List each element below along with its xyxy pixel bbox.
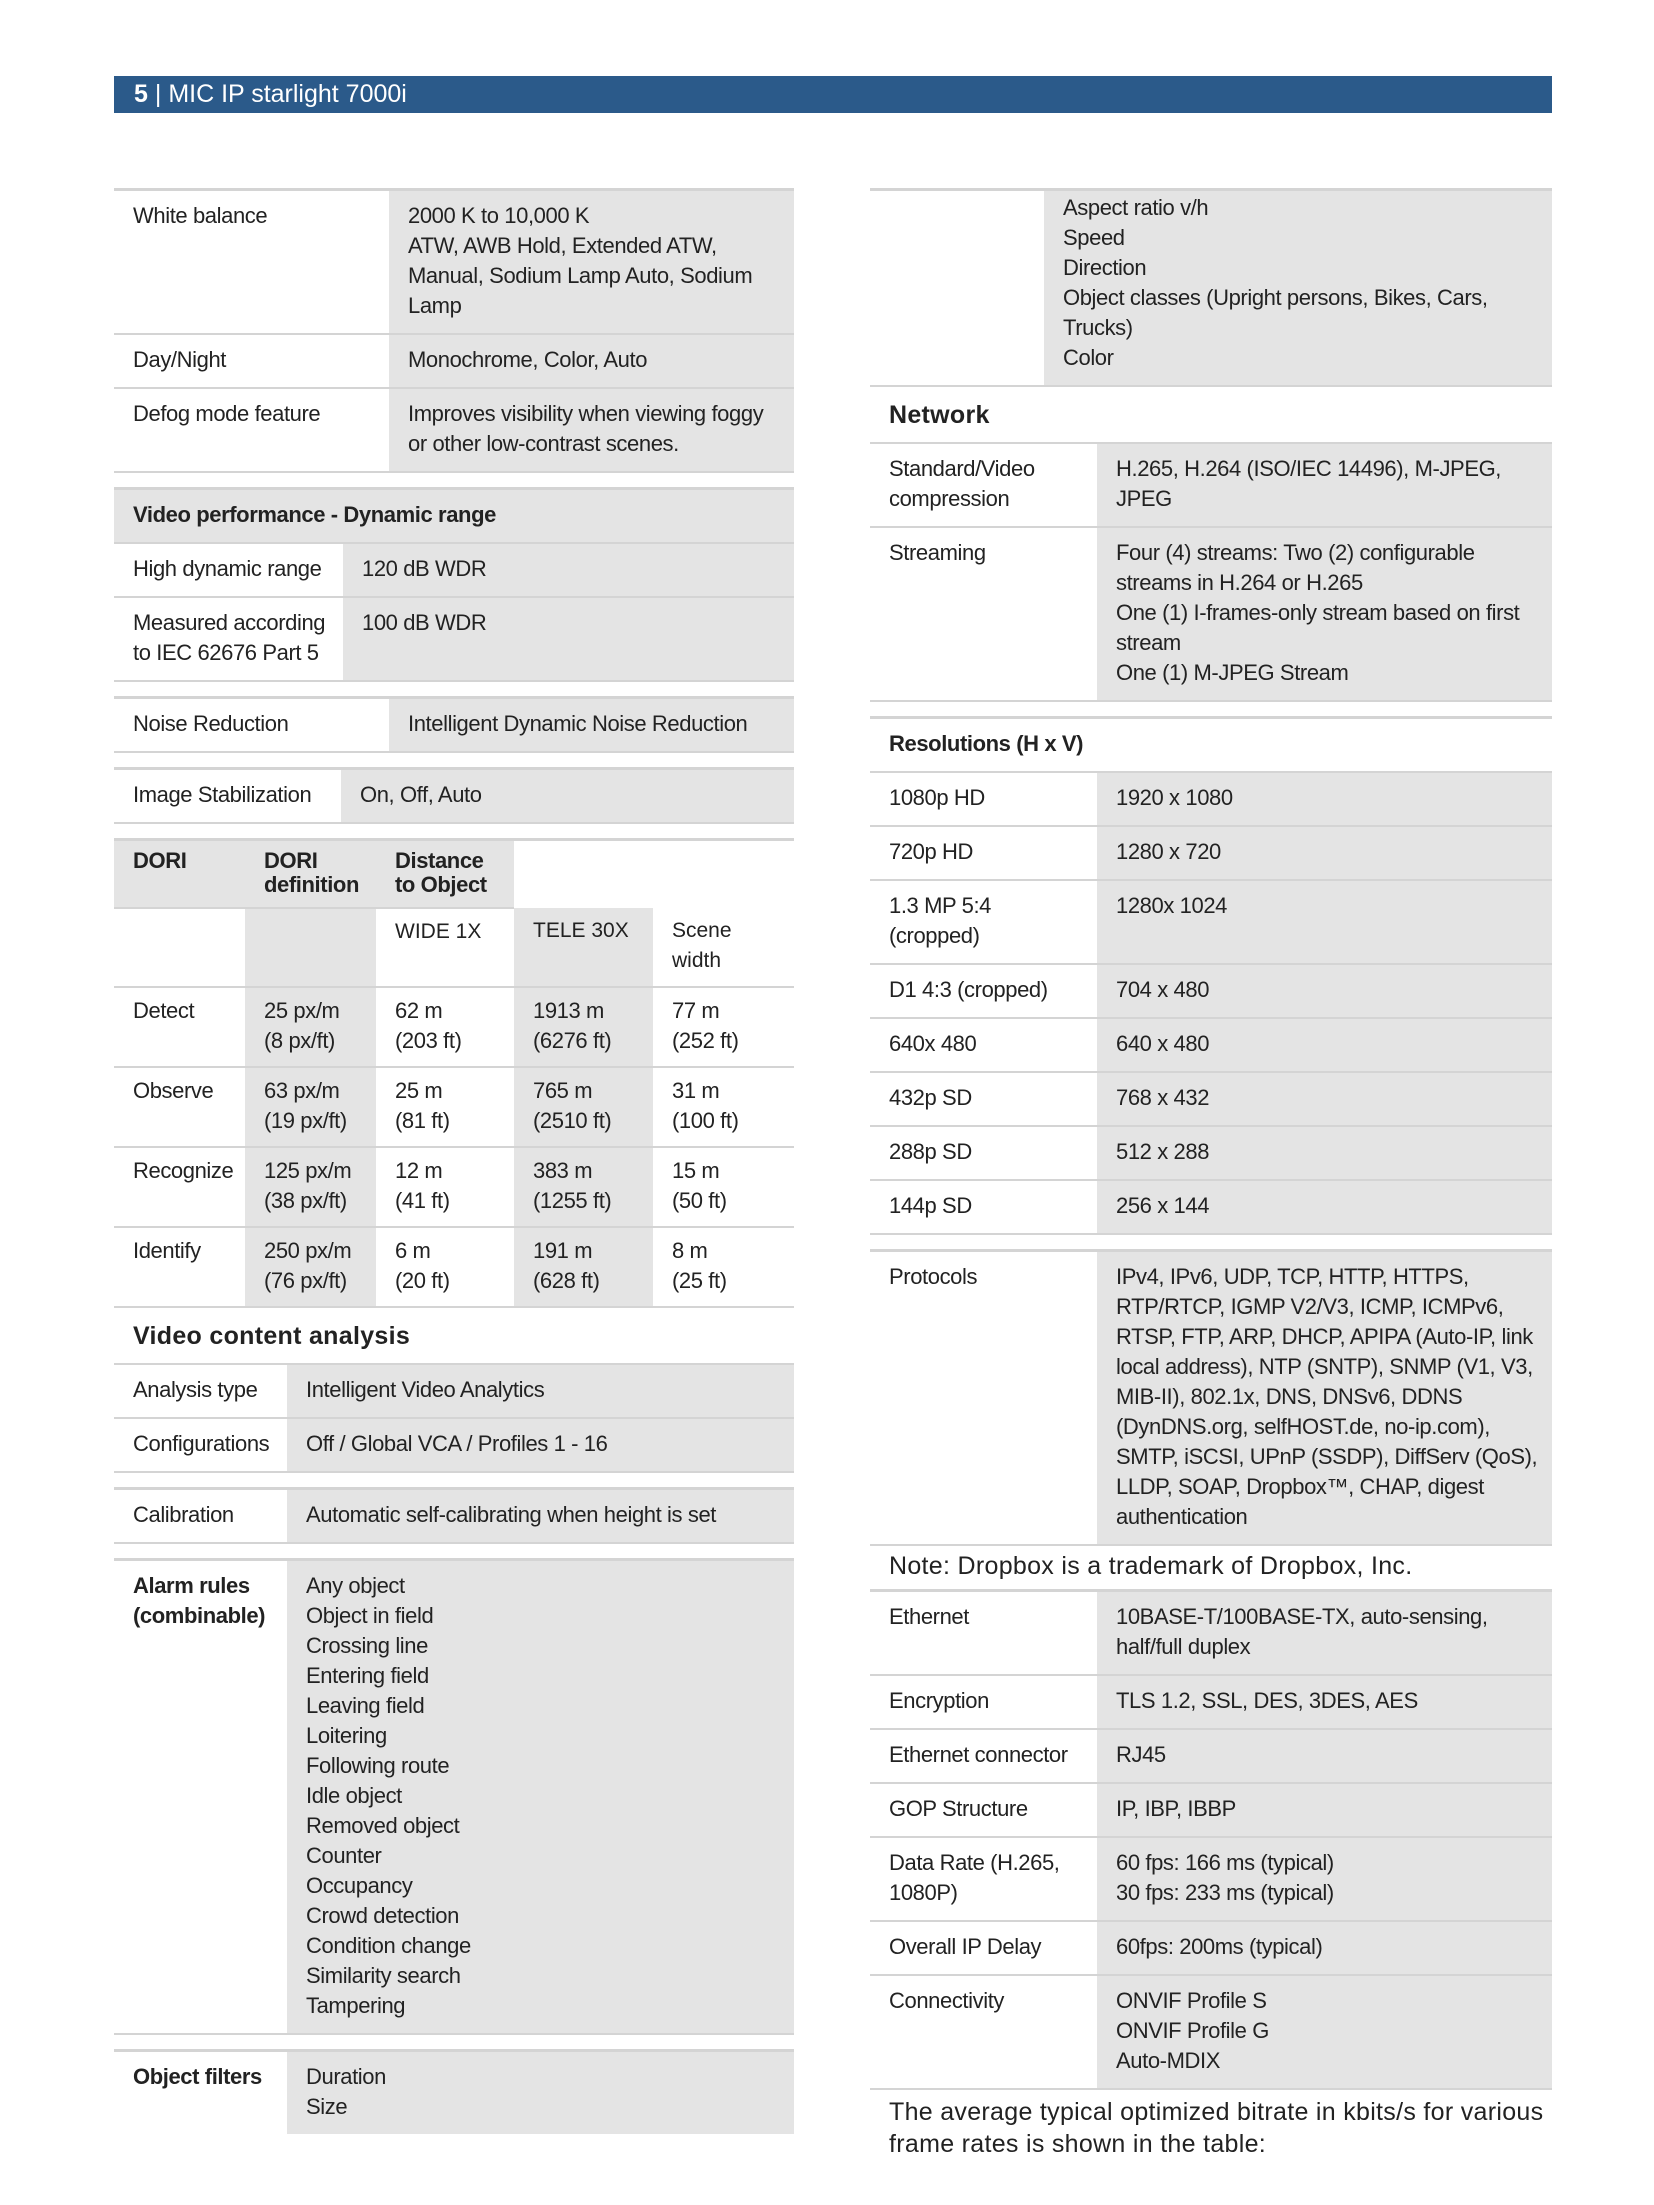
resolution-value: 768 x 432 <box>1097 1072 1552 1126</box>
dori-definition: 250 px/m (76 px/ft) <box>245 1227 376 1307</box>
spec-value: Automatic self-calibrating when height is set <box>287 1489 794 1544</box>
section-heading-row <box>870 718 1552 773</box>
vca-table <box>114 1365 794 1473</box>
note-text: : Dropbox is a trademark of Dropbox, Inc. <box>943 1552 1413 1580</box>
distance-header: Distance to Object <box>376 840 514 909</box>
resolution-value: 1920 x 1080 <box>1097 772 1552 826</box>
tele-header: TELE 30X <box>514 908 653 987</box>
scene-width: 77 m (252 ft) <box>653 987 794 1067</box>
empty-cell <box>653 840 794 909</box>
table-row <box>114 1147 794 1227</box>
spec-label: GOP Structure <box>870 1783 1097 1837</box>
dori-subheader-row <box>114 908 794 987</box>
dori-definition: 25 px/m (8 px/ft) <box>245 987 376 1067</box>
table-row <box>114 388 794 472</box>
spec-label: Ethernet <box>870 1591 1097 1676</box>
table-row <box>870 826 1552 880</box>
spec-value: IPv4, IPv6, UDP, TCP, HTTP, HTTPS, RTP/RTCP, IGMP V2/V3, ICMP, ICMPv6, RTSP, FTP, ARP, DHCP, APIPA (Auto-IP, link local address), NTP (SNTP), SNMP (V1, V3, MIB-II), 802.1x, DNS, DNSv6, DDNS (DynDNS.org, selfHOST.de, no-ip.com), SMTP, iSCSI, UPnP (SSDP), DiffServ (QoS), LLDP, SOAP, Dropbox™, CHAP, digest authentication <box>1097 1251 1552 1546</box>
dori-definition: 125 px/m (38 px/ft) <box>245 1147 376 1227</box>
spec-value: ONVIF Profile S ONVIF Profile G Auto-MDIX <box>1097 1975 1552 2089</box>
spec-value: 60 fps: 166 ms (typical) 30 fps: 233 ms (typical) <box>1097 1837 1552 1921</box>
dori-definition: 63 px/m (19 px/ft) <box>245 1067 376 1147</box>
spec-value: Four (4) streams: Two (2) configurable streams in H.264 or H.265 One (1) I-frames-only stream based on first stream One (1) M-JPEG Stream <box>1097 527 1552 701</box>
spec-label: Object filters <box>114 2051 287 2135</box>
resolution-value: 1280 x 720 <box>1097 826 1552 880</box>
right-column <box>870 188 1552 2160</box>
dori-table <box>114 838 794 1308</box>
table-row <box>114 334 794 388</box>
spec-value: H.265, H.264 (ISO/IEC 14496), M-JPEG, JPEG <box>1097 444 1552 527</box>
spec-value: TLS 1.2, SSL, DES, 3DES, AES <box>1097 1675 1552 1729</box>
empty-cell <box>870 190 1044 387</box>
table-row <box>870 1675 1552 1729</box>
alarm-rules-table <box>114 1558 794 2035</box>
scene-width: 15 m (50 ft) <box>653 1147 794 1227</box>
dynamic-range-table <box>114 487 794 682</box>
wide-distance: 62 m (203 ft) <box>376 987 514 1067</box>
spec-label: Streaming <box>870 527 1097 701</box>
spec-value: IP, IBP, IBBP <box>1097 1783 1552 1837</box>
spec-label: Image Stabilization <box>114 769 341 824</box>
resolution-name: D1 4:3 (cropped) <box>870 964 1097 1018</box>
spec-label: Protocols <box>870 1251 1097 1546</box>
table-row <box>114 543 794 597</box>
camera-spec-table <box>114 188 794 473</box>
dori-level: Recognize <box>114 1147 245 1227</box>
header-separator: | <box>154 80 162 108</box>
table-row <box>870 1783 1552 1837</box>
spec-label: Alarm rules (combinable) <box>114 1560 287 2035</box>
wide-distance: 6 m (20 ft) <box>376 1227 514 1307</box>
stabilization-table <box>114 767 794 824</box>
resolution-value: 640 x 480 <box>1097 1018 1552 1072</box>
spec-value: 100 dB WDR <box>343 597 794 681</box>
filter-continuation-table <box>870 188 1552 387</box>
resolutions-table <box>870 716 1552 1235</box>
spec-label: Configurations <box>114 1418 287 1472</box>
resolution-name: 432p SD <box>870 1072 1097 1126</box>
wide-distance: 25 m (81 ft) <box>376 1067 514 1147</box>
tele-distance: 383 m (1255 ft) <box>514 1147 653 1227</box>
spec-value: Any object Object in field Crossing line Entering field Leaving field Loitering Following route Idle object Removed object Counter Occupancy Crowd detection Condition change Similarity search Tampering <box>287 1560 794 2035</box>
spec-value: Aspect ratio v/h Speed Direction Object classes (Upright persons, Bikes, Cars, Trucks) Color <box>1044 190 1552 387</box>
table-row <box>114 987 794 1067</box>
left-column <box>114 188 794 2134</box>
wide-header: WIDE 1X <box>376 908 514 987</box>
table-row <box>870 1251 1552 1546</box>
spec-value: 60fps: 200ms (typical) <box>1097 1921 1552 1975</box>
scene-width: 8 m (25 ft) <box>653 1227 794 1307</box>
protocols-table <box>870 1249 1552 1546</box>
note-label: Note <box>889 1552 944 1580</box>
table-row <box>114 1365 794 1418</box>
resolution-name: 1.3 MP 5:4 (cropped) <box>870 880 1097 964</box>
spec-label: Defog mode feature <box>114 388 389 472</box>
ethernet-table <box>870 1589 1552 2090</box>
spec-value: Duration Size <box>287 2051 794 2135</box>
dropbox-note <box>870 1546 1552 1589</box>
spec-label: Measured according to IEC 62676 Part 5 <box>114 597 343 681</box>
resolution-value: 704 x 480 <box>1097 964 1552 1018</box>
table-row <box>114 1227 794 1307</box>
spec-label: Connectivity <box>870 1975 1097 2089</box>
table-row <box>870 527 1552 701</box>
table-row <box>870 444 1552 527</box>
table-row <box>870 1921 1552 1975</box>
spec-label: High dynamic range <box>114 543 343 597</box>
spec-value: Improves visibility when viewing foggy or other low-contrast scenes. <box>389 388 794 472</box>
tele-distance: 1913 m (6276 ft) <box>514 987 653 1067</box>
table-row <box>114 2051 794 2135</box>
table-row <box>114 1489 794 1544</box>
network-table <box>870 444 1552 702</box>
resolution-value: 256 x 144 <box>1097 1180 1552 1234</box>
spec-label: White balance <box>114 190 389 335</box>
wide-distance: 12 m (41 ft) <box>376 1147 514 1227</box>
table-row <box>870 1975 1552 2089</box>
table-row <box>870 1126 1552 1180</box>
resolution-name: 144p SD <box>870 1180 1097 1234</box>
vca-heading: Video content analysis <box>114 1308 794 1365</box>
spec-label: Standard/Video compression <box>870 444 1097 527</box>
resolution-name: 720p HD <box>870 826 1097 880</box>
section-heading: Resolutions (H x V) <box>870 718 1552 773</box>
table-row <box>870 1729 1552 1783</box>
table-row <box>114 698 794 753</box>
table-row <box>114 597 794 681</box>
tele-distance: 191 m (628 ft) <box>514 1227 653 1307</box>
table-row <box>870 1591 1552 1676</box>
dori-level: Identify <box>114 1227 245 1307</box>
scene-width-header: Scene width <box>653 908 794 987</box>
scene-width: 31 m (100 ft) <box>653 1067 794 1147</box>
table-row <box>114 190 794 335</box>
dori-level: Detect <box>114 987 245 1067</box>
page-number: 5 <box>134 80 148 108</box>
table-row <box>114 769 794 824</box>
spec-value: 120 dB WDR <box>343 543 794 597</box>
empty-cell <box>114 908 245 987</box>
spec-label: Calibration <box>114 1489 287 1544</box>
table-row <box>114 1067 794 1147</box>
table-row <box>870 772 1552 826</box>
section-heading-row <box>114 489 794 544</box>
empty-cell <box>245 908 376 987</box>
resolution-name: 640x 480 <box>870 1018 1097 1072</box>
table-row <box>870 880 1552 964</box>
spec-label: Day/Night <box>114 334 389 388</box>
table-row <box>870 190 1552 387</box>
spec-value: On, Off, Auto <box>341 769 794 824</box>
table-row <box>870 1018 1552 1072</box>
table-row <box>870 1837 1552 1921</box>
table-row <box>870 964 1552 1018</box>
spec-label: Analysis type <box>114 1365 287 1418</box>
table-row <box>114 1418 794 1472</box>
spec-value: Monochrome, Color, Auto <box>389 334 794 388</box>
spec-value: Intelligent Dynamic Noise Reduction <box>389 698 794 753</box>
spec-label: Encryption <box>870 1675 1097 1729</box>
page-header-bar <box>114 76 1552 113</box>
spec-label: Overall IP Delay <box>870 1921 1097 1975</box>
spec-value: RJ45 <box>1097 1729 1552 1783</box>
noise-reduction-table <box>114 696 794 753</box>
section-heading: Video performance - Dynamic range <box>114 489 794 544</box>
table-row <box>870 1072 1552 1126</box>
tele-distance: 765 m (2510 ft) <box>514 1067 653 1147</box>
bitrate-intro-text: The average typical optimized bitrate in kbits/s for various frame rates is shown in the table: <box>889 2098 1544 2158</box>
resolution-name: 1080p HD <box>870 772 1097 826</box>
object-filters-table <box>114 2049 794 2134</box>
spec-label: Data Rate (H.265, 1080P) <box>870 1837 1097 1921</box>
spec-value: 2000 K to 10,000 K ATW, AWB Hold, Extended ATW, Manual, Sodium Lamp Auto, Sodium Lamp <box>389 190 794 335</box>
table-row <box>114 1560 794 2035</box>
dori-header: DORI <box>114 840 245 909</box>
spec-label: Noise Reduction <box>114 698 389 753</box>
dori-header-row <box>114 840 794 909</box>
network-heading: Network <box>870 387 1552 444</box>
dori-level: Observe <box>114 1067 245 1147</box>
spec-value: 10BASE-T/100BASE-TX, auto-sensing, half/full duplex <box>1097 1591 1552 1676</box>
spec-value: Off / Global VCA / Profiles 1 - 16 <box>287 1418 794 1472</box>
spec-label: Ethernet connector <box>870 1729 1097 1783</box>
table-row <box>870 1180 1552 1234</box>
document-title: MIC IP starlight 7000i <box>168 80 407 108</box>
calibration-table <box>114 1487 794 1544</box>
spec-value: Intelligent Video Analytics <box>287 1365 794 1418</box>
dori-definition-header: DORI definition <box>245 840 376 909</box>
resolution-name: 288p SD <box>870 1126 1097 1180</box>
resolution-value: 1280x 1024 <box>1097 880 1552 964</box>
empty-cell <box>514 840 653 909</box>
resolution-value: 512 x 288 <box>1097 1126 1552 1180</box>
